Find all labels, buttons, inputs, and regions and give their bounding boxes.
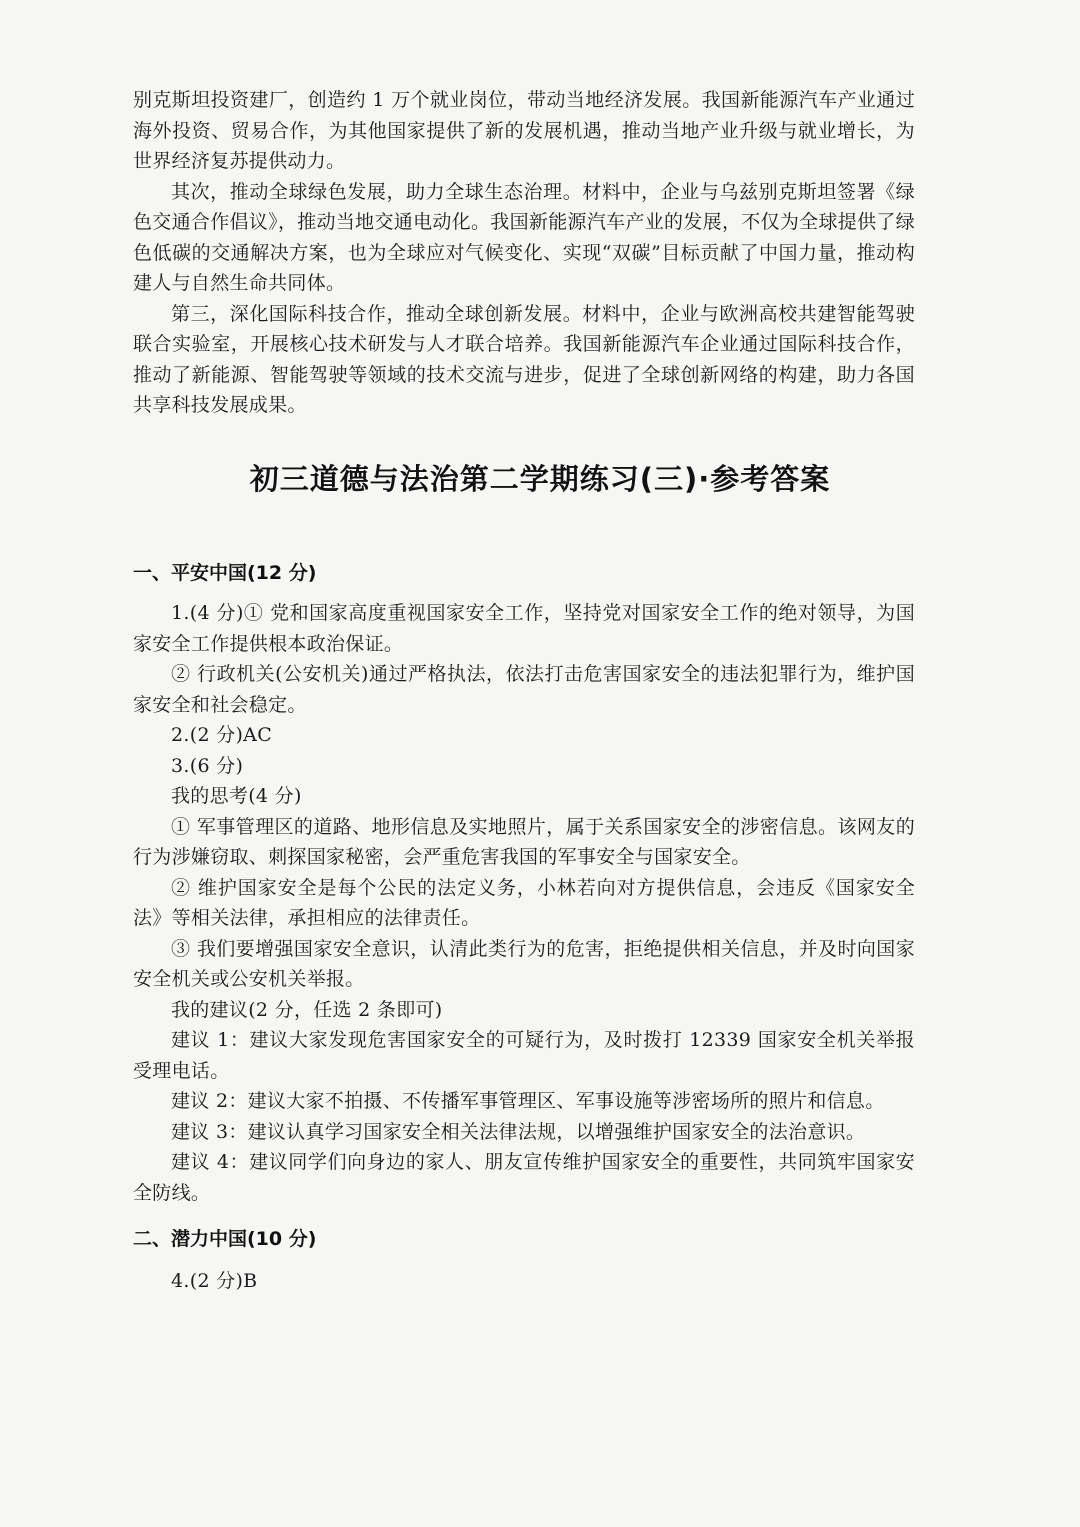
suggestion-4: 建议 4：建议同学们向身边的家人、朋友宣传维护国家安全的重要性，共同筑牢国家安全防线。 [133, 1151, 915, 1204]
continuation-paragraph-2: 其次，推动全球绿色发展，助力全球生态治理。材料中，企业与乌兹别克斯坦签署《绿色交通合作倡议》，推动当地交通电动化。我国新能源汽车产业的发展，不仅为全球提供了绿色低碳的交通解决方案，也为全球应对气候变化、实现“双碳”目标贡献了中国力量，推动构建人与自然生命共同体。 [133, 180, 915, 294]
suggestion-3: 建议 3：建议认真学习国家安全相关法律法规，以增强维护国家安全的法治意识。 [171, 1120, 866, 1143]
previous-answer-continuation [133, 85, 915, 421]
thinking-label: 我的思考(4 分) [171, 785, 302, 807]
continuation-paragraph-3: 第三，深化国际科技合作，推动全球创新发展。材料中，企业与欧洲高校共建智能驾驶联合实验室，开展核心技术研发与人才联合培养。我国新能源汽车企业通过国际科技合作，推动了新能源、智能驾驶等领域的技术交流与进步，促进了全球创新网络的构建，助力各国共享科技发展成果。 [133, 302, 915, 416]
section-1-heading: 一、平安中国(12 分) [133, 562, 317, 584]
question-4-answer: 4.(2 分)B [171, 1270, 258, 1292]
section-2-heading: 二、潜力中国(10 分) [133, 1228, 317, 1250]
thinking-point-1: ① 军事管理区的道路、地形信息及实地照片，属于关系国家安全的涉密信息。该网友的行为涉嫌窃取、刺探国家秘密，会严重危害我国的军事安全与国家安全。 [133, 815, 915, 868]
continuation-paragraph-1: 别克斯坦投资建厂，创造约 1 万个就业岗位，带动当地经济发展。我国新能源汽车产业通过海外投资、贸易合作，为其他国家提供了新的发展机遇，推动当地产业升级与就业增长，为世界经济复苏提供动力。 [133, 89, 915, 172]
question-2-answer: 2.(2 分)AC [171, 724, 273, 746]
section-2-answers [133, 1266, 915, 1297]
question-3-label: 3.(6 分) [171, 754, 244, 777]
question-1-point-2: ② 行政机关(公安机关)通过严格执法，依法打击危害国家安全的违法犯罪行为，维护国家安全和社会稳定。 [133, 663, 915, 716]
thinking-point-3: ③ 我们要增强国家安全意识，认清此类行为的危害，拒绝提供相关信息，并及时向国家安全机关或公安机关举报。 [133, 937, 915, 990]
thinking-point-2: ② 维护国家安全是每个公民的法定义务，小林若向对方提供信息，会违反《国家安全法》等相关法律，承担相应的法律责任。 [133, 876, 915, 929]
page-title: 初三道德与法治第二学期练习(三)·参考答案 [249, 462, 831, 496]
question-1-point-1: 1.(4 分)① 党和国家高度重视国家安全工作，坚持党对国家安全工作的绝对领导，为国家安全工作提供根本政治保证。 [133, 602, 915, 655]
suggestion-label: 我的建议(2 分，任选 2 条即可) [171, 998, 443, 1021]
suggestion-1: 建议 1：建议大家发现危害国家安全的可疑行为，及时拨打 12339 国家安全机关举报受理电话。 [133, 1029, 915, 1082]
section-1-answers [133, 598, 915, 1208]
suggestion-2: 建议 2：建议大家不拍摄、不传播军事管理区、军事设施等涉密场所的照片和信息。 [171, 1090, 885, 1112]
